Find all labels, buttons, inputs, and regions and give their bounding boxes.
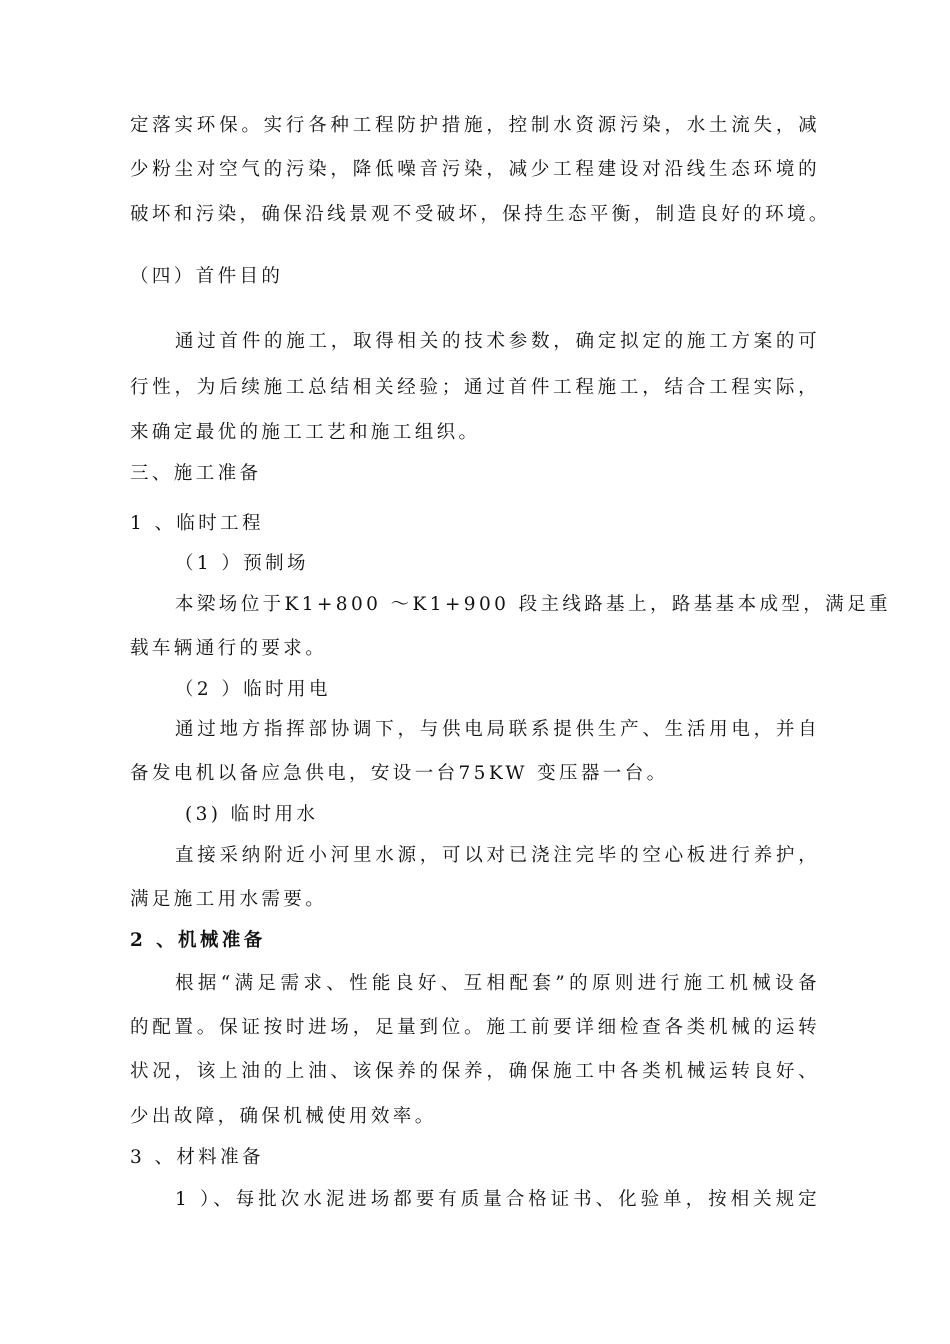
paragraph-line: 来确定最优的施工工艺和施工组织。 xyxy=(130,422,481,443)
paragraph-line: 少粉尘对空气的污染，降低噪音污染，减少工程建设对沿线生态环境的 xyxy=(130,159,820,180)
paragraph-line: 载车辆通行的要求。 xyxy=(130,638,328,659)
paragraph-line: 通过地方指挥部协调下，与供电局联系提供生产、生活用电，并自 xyxy=(175,719,820,740)
subsection-heading: （2 ）临时用电 xyxy=(175,679,331,700)
paragraph-line: 少出故障，确保机械使用效率。 xyxy=(130,1106,437,1127)
paragraph-line: 1 ）、每批次水泥进场都要有质量合格证书、化验单，按相关规定 xyxy=(175,1189,820,1210)
paragraph-line: 定落实环保。实行各种工程防护措施，控制水资源污染，水土流失，减 xyxy=(130,115,820,136)
paragraph-line: 直接采纳附近小河里水源，可以对已浇注完毕的空心板进行养护， xyxy=(175,845,820,866)
section-heading: 2 、机械准备 xyxy=(130,930,266,951)
paragraph-line: 根据“满足需求、性能良好、互相配套”的原则进行施工机械设备 xyxy=(175,973,820,994)
section-heading: 3 、材料准备 xyxy=(130,1147,264,1168)
subsection-heading: （1 ）预制场 xyxy=(175,553,309,574)
subsection-heading: (3) 临时用水 xyxy=(185,804,319,825)
paragraph-line: 满足施工用水需要。 xyxy=(130,889,328,910)
chapter-heading: 三、施工准备 xyxy=(130,463,262,484)
section-heading: （四）首件目的 xyxy=(130,266,284,287)
paragraph-line: 的配置。保证按时进场，足量到位。施工前要详细检查各类机械的运转 xyxy=(130,1017,820,1038)
paragraph-line: 通过首件的施工，取得相关的技术参数，确定拟定的施工方案的可 xyxy=(175,331,820,352)
paragraph-line: 备发电机以备应急供电，安设一台75KW 变压器一台。 xyxy=(130,763,669,784)
paragraph-line: 破坏和污染，确保沿线景观不受破坏，保持生态平衡，制造良好的环境。 xyxy=(130,204,831,225)
section-heading: 1 、临时工程 xyxy=(130,513,264,534)
paragraph-line: 状况，该上油的上油、该保养的保养，确保施工中各类机械运转良好、 xyxy=(130,1061,820,1082)
paragraph-line: 行性，为后续施工总结相关经验；通过首件工程施工，结合工程实际， xyxy=(130,377,820,398)
paragraph-line: 本梁场位于K1+800 ～K1+900 段主线路基上，路基基本成型，满足重 xyxy=(175,594,891,615)
